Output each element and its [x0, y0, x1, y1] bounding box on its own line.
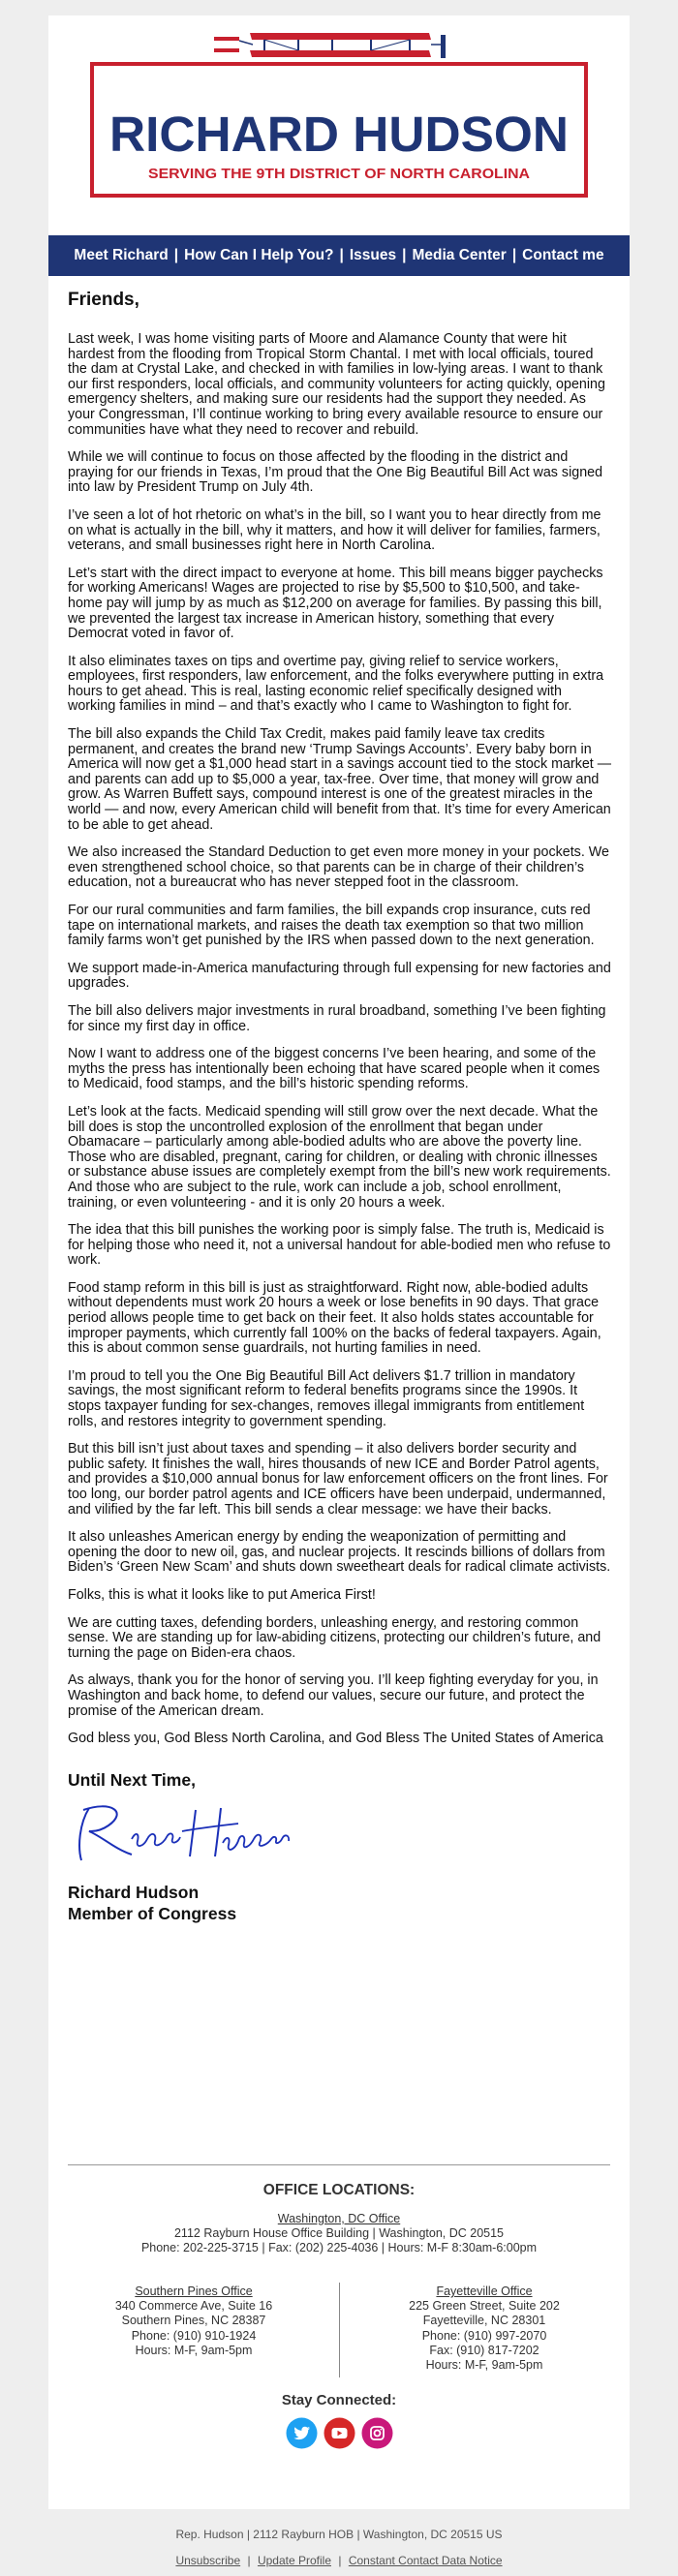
office-sp-city: Southern Pines, NC 28387: [121, 2314, 266, 2328]
wright-flyer-icon: [214, 27, 446, 62]
nav-separator: |: [173, 247, 179, 263]
stay-connected-heading: Stay Connected:: [281, 2392, 397, 2408]
nav-bar: [48, 235, 630, 276]
office-fayetteville: [339, 2285, 630, 2373]
letter-paragraph: It also eliminates taxes on tips and overtime pay, giving relief to service workers, employees, first responders, law enforcement, and the folks everywhere putting in extra hours to get ahead. This is real, lasting economic relief specifically designed with working families in mind – and that’s exactly who I came to Washington to fight for.: [68, 653, 604, 715]
unsubscribe-link[interactable]: Unsubscribe: [175, 2554, 241, 2567]
letter-paragraph: I’m proud to tell you the One Big Beautiful Bill Act delivers $1.7 trillion in mandatory savings, the most significant reform to federal benefits programs since the 1990s. It stops taxpayer funding for sex-changes, removes illegal immigrants from entitlement rolls, and restores integrity to government spending.: [68, 1367, 585, 1429]
youtube-icon[interactable]: [324, 2417, 355, 2449]
signer-title: Member of Congress: [68, 1903, 237, 1923]
letter-paragraph: It also unleashes American energy by ending the weaponization of permitting and opening the door to new oil, gas, and nuclear projects. It rescinds billions of dollars from Biden’s ‘Green New Scam’ and shuts down sweetheart deals for radical climate activists.: [68, 1529, 611, 1576]
letter-paragraph: The idea that this bill punishes the working poor is simply false. The truth is, Medicaid is for helping those who need it, not a universal handout for able-bodied men who refuse to work.: [68, 1222, 611, 1269]
letter-paragraph: Folks, this is what it looks like to put America First!: [68, 1586, 376, 1603]
nav-media-center[interactable]: Media Center: [412, 247, 507, 263]
letter-paragraph: Let’s start with the direct impact to everyone at home. This bill means bigger paychecks for working Americans! Wages are projected to rise by $5,500 to $10,500, and take-home pay will jump by as much as $12,200 on average for families. By passing this bill, we prevented the largest tax increase in American history, something that every Democrat voted in favor of.: [68, 565, 603, 642]
nav-separator: |: [402, 247, 407, 263]
office-sp-street: 340 Commerce Ave, Suite 16: [114, 2299, 273, 2314]
letter-paragraph: We support made-in-America manufacturing through full expensing for new factories and upgrades.: [68, 960, 611, 992]
twitter-icon[interactable]: [286, 2417, 318, 2449]
letter-signoff: Until Next Time,: [68, 1769, 196, 1790]
letter-paragraph: The bill also delivers major investments in rural broadband, something I’ve been fighting for since my first day in office.: [68, 1002, 606, 1034]
office-fayetteville-link[interactable]: Fayetteville Office: [436, 2285, 533, 2298]
email-card: [48, 15, 630, 2509]
data-notice-link[interactable]: Constant Contact Data Notice: [348, 2554, 503, 2567]
office-southern-pines-link[interactable]: Southern Pines Office: [135, 2285, 253, 2298]
signature-image: [68, 1796, 320, 1870]
header-logo: [90, 27, 588, 199]
office-dc: [48, 2212, 630, 2256]
letter-paragraph: God bless you, God Bless North Carolina, and God Bless The United States of America: [68, 1731, 603, 1747]
footer-separator: |: [247, 2554, 251, 2567]
instagram-icon[interactable]: [361, 2417, 393, 2449]
letter-paragraph: Now I want to address one of the biggest concerns I’ve been hearing, and some of the myths the press has intentionally been echoing that have scared people when it comes to Medicaid, food stamps, and the bill’s historic spending reforms.: [68, 1046, 601, 1092]
letter-paragraph: Food stamp reform in this bill is just as straightforward. Right now, able-bodied adults without dependents must work 20 hours a week or lose benefits in 90 days. That grace period allows people time to get back on their feet. It also holds states accountable for improper payments, which currently fall 100% on the backs of federal taxpayers. Again, this is about common sense guardrails, not hurting families in need.: [68, 1279, 601, 1357]
office-dc-address: 2112 Rayburn House Office Building | Washington, DC 20515: [173, 2226, 505, 2241]
letter-paragraph: Let’s look at the facts. Medicaid spending will still grow over the next decade. What the bill does is stop the uncontrolled explosion of the enrollment that began under Obamacare – particularly among able-bodied adults who are above the poverty line. Those who are disabled, pregnant, caring for children, or dealing with chronic illnesses or substance abuse issues are completely exempt from the bill’s new work requirements. And those who are subject to the rule, work can include a job, school enrollment, training, or even volunteering - and it is only 20 hours a week.: [68, 1103, 611, 1211]
letter-paragraph: While we will continue to focus on those affected by the flooding in the district and praying for our friends in Texas, I’m proud that the One Big Beautiful Bill Act was signed into law by President Trump on July 4th.: [68, 449, 603, 496]
nav-meet-richard[interactable]: Meet Richard: [74, 247, 169, 263]
letter-paragraph: We are cutting taxes, defending borders, unleashing energy, and restoring common sense. We are standing up for law-abiding citizens, protecting our children’s future, and turning the page on Biden-era chaos.: [68, 1614, 601, 1661]
nav-contact-me[interactable]: Contact me: [522, 247, 604, 263]
footer-links: [0, 2554, 678, 2567]
letter-body: [68, 290, 613, 1924]
letter-paragraph: I’ve seen a lot of hot rhetoric on what’s in the bill, so I want you to hear directly from me on what is actually in the bill, why it matters, and how it will deliver for families, farmers, veterans, and small businesses right here in North Carolina.: [68, 506, 601, 554]
letter-paragraph: For our rural communities and farm families, the bill expands crop insurance, cuts red tape on international markets, and raises the death tax exemption so that two million family farms won’t get punished by the IRS when passed down to the next generation.: [68, 903, 595, 949]
office-sp-hours: Hours: M-F, 9am-5pm: [135, 2343, 253, 2357]
nav-how-can-i-help[interactable]: How Can I Help You?: [184, 247, 334, 263]
office-fv-fax: Fax: (910) 817-7202: [429, 2343, 539, 2357]
signer-block: [68, 1882, 613, 1924]
nav-separator: |: [511, 247, 517, 263]
logo-tagline: SERVING THE 9TH DISTRICT OF NORTH CAROLINA: [148, 167, 531, 182]
nav-separator: |: [339, 247, 344, 263]
footer-address: Rep. Hudson | 2112 Rayburn HOB | Washington, DC 20515 US: [175, 2528, 503, 2541]
letter-greeting: Friends,: [68, 290, 139, 310]
section-divider: [68, 2164, 610, 2165]
nav-issues[interactable]: Issues: [349, 247, 397, 263]
letter-paragraph: We also increased the Standard Deduction to get even more money in your pockets. We even strengthened school choice, so that parents can be in charge of their children’s education, not a bureaucrat who has never stepped foot in the classroom.: [68, 844, 609, 891]
office-dc-link[interactable]: Washington, DC Office: [277, 2212, 401, 2225]
update-profile-link[interactable]: Update Profile: [257, 2554, 331, 2567]
office-fv-street: 225 Green Street, Suite 202: [409, 2299, 560, 2314]
logo-name: RICHARD HUDSON: [109, 107, 569, 162]
office-fv-hours: Hours: M-F, 9am-5pm: [425, 2358, 543, 2373]
letter-paragraph: But this bill isn’t just about taxes and spending – it also delivers border security and public safety. It finishes the wall, hires thousands of new ICE and Border Patrol agents, and provides a $10,000 annual bonus for law enforcement officers on the front lines. For too long, our border patrol agents and ICE officers have been underpaid, undermanned, and vilified by the far left. This bill sends a clear message: we have their backs.: [68, 1441, 608, 1518]
office-southern-pines: [48, 2285, 339, 2358]
office-fv-phone: Phone: (910) 997-2070: [421, 2328, 547, 2343]
footer-separator: |: [338, 2554, 342, 2567]
social-links: [48, 2417, 630, 2452]
letter-paragraph: Last week, I was home visiting parts of Moore and Alamance County that were hit hardest from the flooding from Tropical Storm Chantal. I met with local officials, toured the dam at Crystal Lake, and checked in with families in low-lying areas. I want to thank our first responders, local officials, and community volunteers for acting quickly, opening emergency shelters, and making sure our residents had the support they needed. As your Congressman, I’ll continue working to bring every available resource to ensure our communities have what they need to recover and rebuild.: [68, 331, 605, 438]
letter-paragraph: As always, thank you for the honor of serving you. I’ll keep fighting everyday for you, in Washington and back home, to defend our values, secure our future, and protect the promise of the American dream.: [68, 1672, 599, 1719]
letter-paragraph: The bill also expands the Child Tax Credit, makes paid family leave tax credits permanent, and creates the brand new ‘Trump Savings Accounts’. Every baby born in America will now get a $1,000 head start in a savings account tied to the stock market — and parents can add up to $5,000 a year, tax-free. Over time, that money will grow and grow. As Warren Buffett says, compound interest is one of the greatest miracles in the world — and now, every American child will benefit from that. It’s time for every American to be able to get ahead.: [68, 726, 612, 833]
office-dc-contact: Phone: 202-225-3715 | Fax: (202) 225-4036 | Hours: M-F 8:30am-6:00pm: [140, 2241, 538, 2255]
office-sp-phone: Phone: (910) 910-1924: [131, 2328, 257, 2343]
signer-name: Richard Hudson: [68, 1882, 200, 1902]
office-fv-city: Fayetteville, NC 28301: [422, 2314, 546, 2328]
office-locations-heading: OFFICE LOCATIONS:: [262, 2182, 416, 2198]
